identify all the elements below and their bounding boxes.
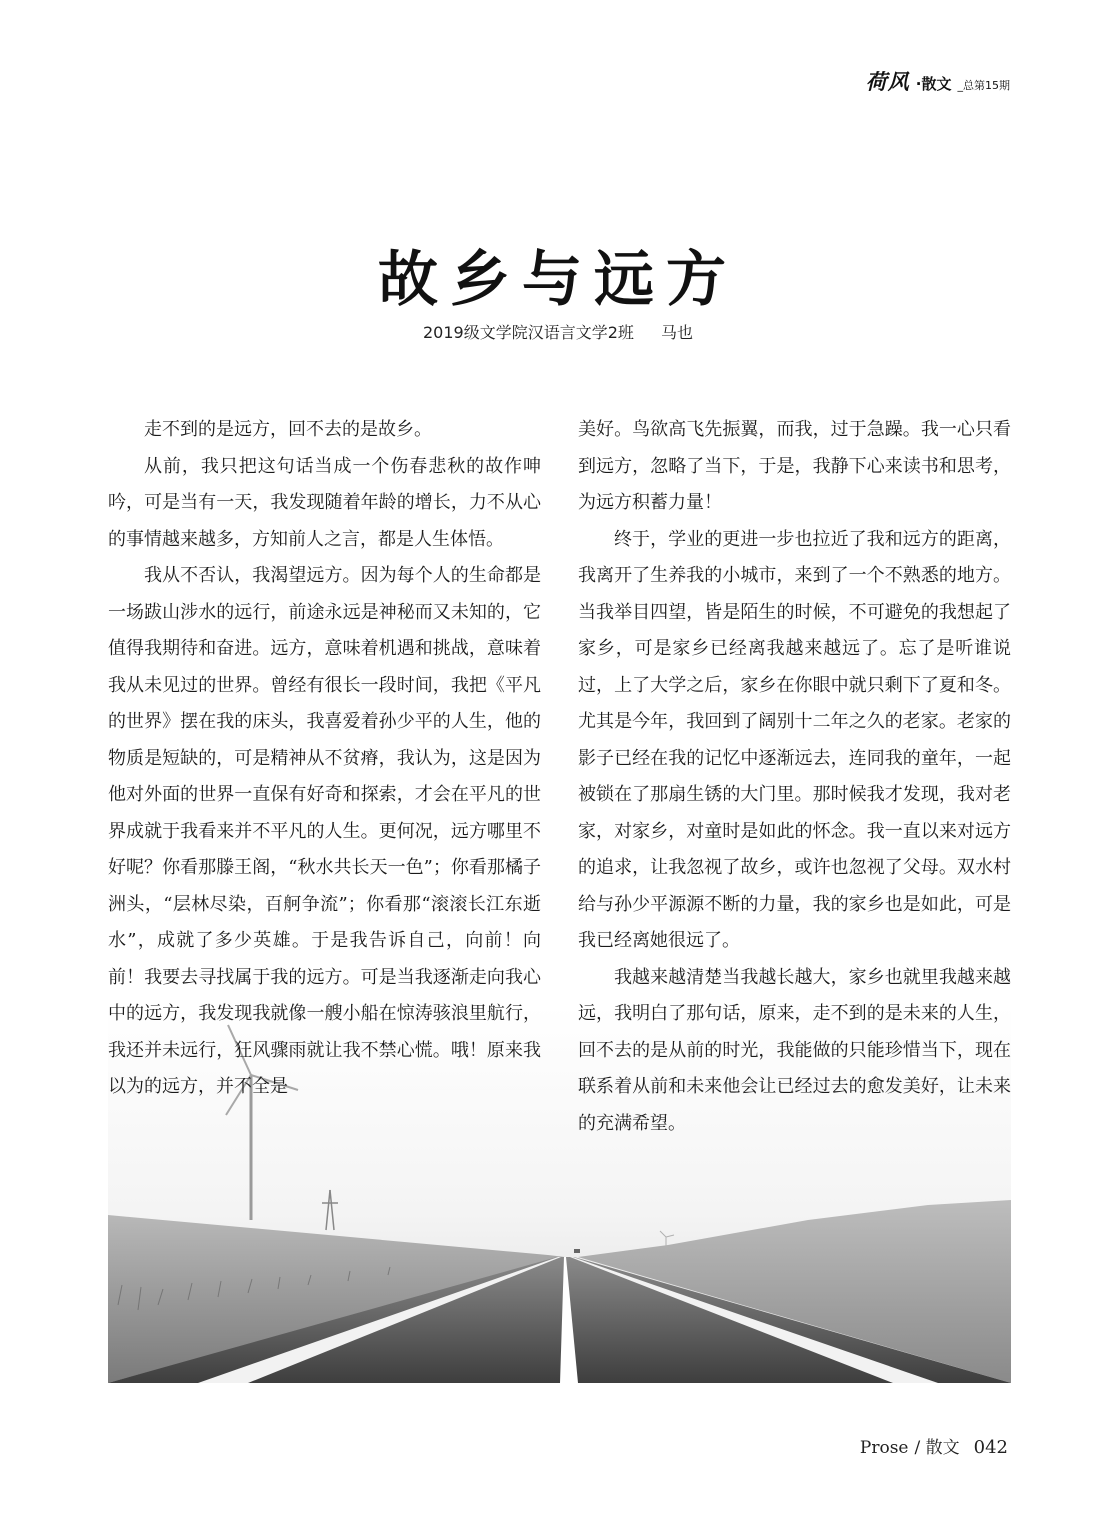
byline bbox=[0, 320, 1116, 343]
paragraph: 终于，学业的更进一步也拉近了我和远方的距离，我离开了生养我的小城市，来到了一个不熟悉的地方。当我举目四望，皆是陌生的时候，不可避免的我想起了家乡，可是家乡已经离我越来越远了。忘了是听谁说过，上了大学之后，家乡在你眼中就只剩下了夏和冬。尤其是今年，我回到了阔别十二年之久的老家。老家的影子已经在我的记忆中逐渐远去，连同我的童年，一起被锁在了那扇生锈的大门里。那时候我才发现，我对老家，对家乡，对童时是如此的怀念。我一直以来对远方的追求，让我忽视了故乡，或许也忽视了父母。双水村给与孙少平源源不断的力量，我的家乡也是如此，可是我已经离她很远了。 bbox=[578, 528, 1011, 951]
author-affiliation: 2019级文学院汉语言文学2班 bbox=[422, 323, 634, 342]
paragraph: 走不到的是远方，回不去的是故乡。 bbox=[144, 419, 432, 440]
paragraph: 从前，我只把这句话当成一个伤春悲秋的故作呻吟，可是当有一天，我发现随着年龄的增长，力不从心的事情越来越多，方知前人之言，都是人生体悟。 bbox=[108, 455, 541, 550]
issue-number: _总第15期 bbox=[957, 79, 1010, 92]
article-title: 故乡与远方 bbox=[378, 245, 738, 315]
author-name: 马也 bbox=[660, 323, 693, 342]
section-label: ·散文 bbox=[915, 75, 952, 93]
running-header bbox=[866, 66, 1010, 96]
paragraph: 我越来越清楚当我越长越大，家乡也就里我越来越远，我明白了那句话，原来，走不到的是未来的人生，回不去的是从前的时光，我能做的只能珍惜当下，现在联系着从前和未来他会让已经过去的愈发美好，让未来的充满希望。 bbox=[578, 966, 1011, 1134]
page-number: 042 bbox=[973, 1437, 1008, 1458]
paragraph: 美好。鸟欲高飞先振翼，而我，过于急躁。我一心只看到远方，忽略了当下，于是，我静下心来读书和思考，为远方积蓄力量！ bbox=[578, 419, 1011, 513]
text-column-left bbox=[108, 412, 541, 1106]
page-footer bbox=[860, 1433, 1008, 1458]
footer-prose-label: Prose bbox=[859, 1438, 909, 1458]
paragraph: 我从不否认，我渴望远方。因为每个人的生命都是一场跋山涉水的远行，前途永远是神秘而又未知的，它值得我期待和奋进。远方，意味着机遇和挑战，意味着我从未见过的世界。曾经有很长一段时间，我把《平凡的世界》摆在我的床头，我喜爱着孙少平的人生，他的物质是短缺的，可是精神从不贫瘠，我认为，这是因为他对外面的世界一直保有好奇和探索，才会在平凡的世界成就于我看来并不平凡的人生。更何况，远方哪里不好呢？你看那滕王阁，“秋水共长天一色”；你看那橘子洲头，“层林尽染，百舸争流”；你看那“滚滚长江东逝水”，成就了多少英雄。于是我告诉自己，向前！向前！我要去寻找属于我的远方。可是当我逐渐走向我心中的远方，我发现我就像一艘小船在惊涛骇浪里航行，我还并未远行，狂风骤雨就让我不禁心慌。哦！原来我以为的远方，并不全是 bbox=[108, 565, 541, 1097]
magazine-brand: 荷风 bbox=[865, 69, 910, 94]
footer-section-label: / 散文 bbox=[914, 1438, 960, 1458]
text-column-right bbox=[578, 412, 1011, 1142]
